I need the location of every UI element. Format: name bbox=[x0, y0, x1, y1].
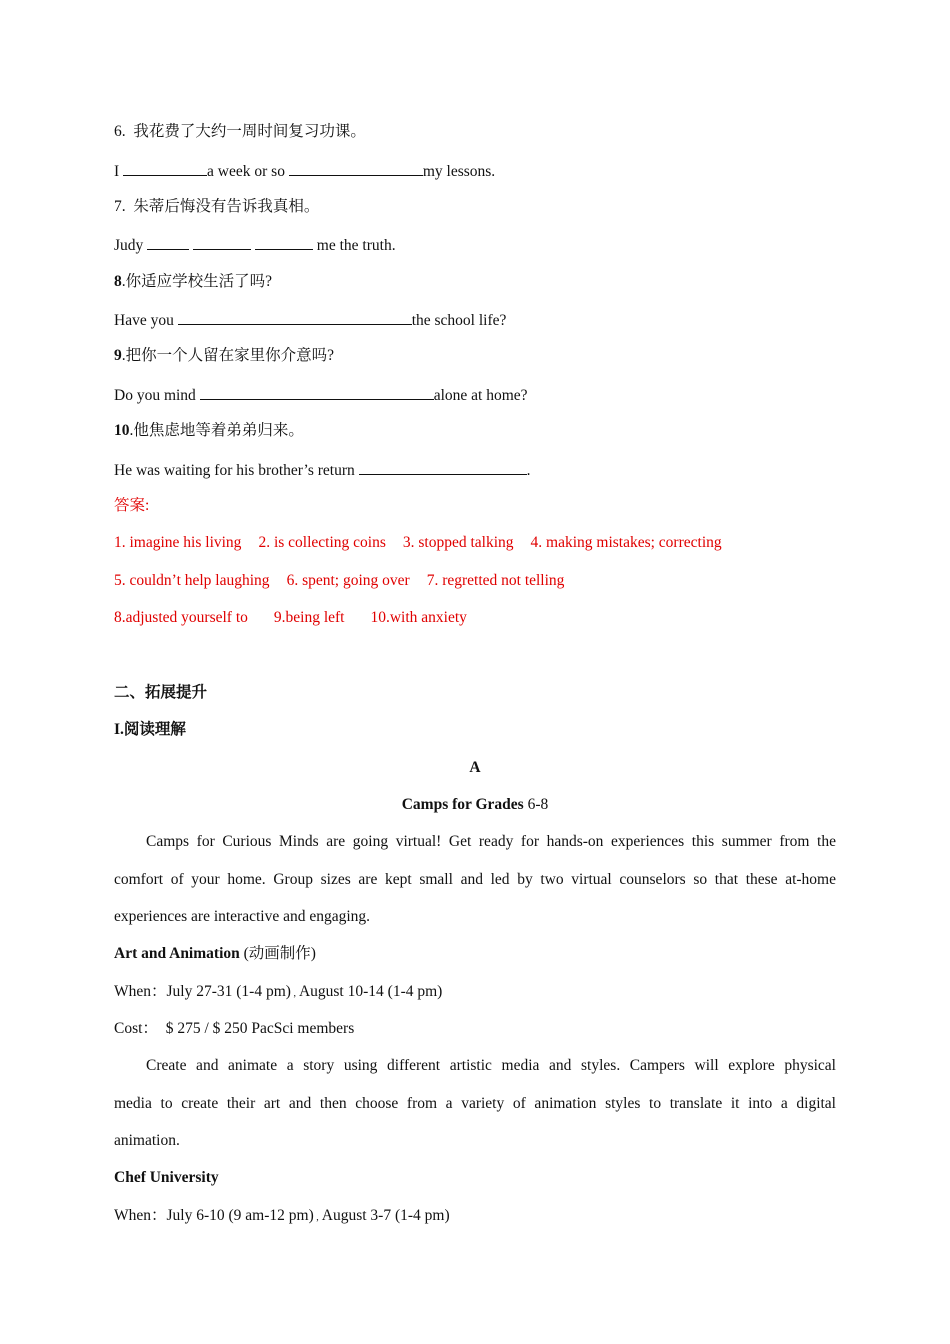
fill-blank[interactable] bbox=[193, 234, 251, 250]
art-cost bbox=[114, 1019, 354, 1039]
question-8 bbox=[114, 272, 272, 292]
art-when bbox=[114, 982, 442, 1004]
question-number: 9 bbox=[114, 347, 122, 364]
fill-blank[interactable] bbox=[200, 384, 434, 400]
answer-line-6 bbox=[114, 160, 495, 182]
question-text: .你适应学校生活了吗? bbox=[121, 273, 273, 290]
text-part: Judy bbox=[114, 237, 148, 254]
text-part: Do you mind bbox=[114, 387, 200, 404]
question-9 bbox=[114, 346, 334, 366]
when-value: July 27-31 (1-4 pm) bbox=[166, 983, 291, 1000]
when-separator: , bbox=[290, 988, 296, 999]
fill-blank[interactable] bbox=[178, 309, 412, 325]
answer-item: 4. making mistakes; correcting bbox=[530, 534, 722, 551]
intro-line-1: Camps for Curious Minds are going virtual! Get ready for hands-on experiences this summer from the bbox=[146, 833, 836, 850]
text-part: the school life? bbox=[411, 312, 507, 329]
question-number: 6. bbox=[114, 123, 126, 140]
when-separator: , bbox=[313, 1212, 319, 1223]
when-label: When： bbox=[114, 1207, 167, 1224]
section-title: 二、拓展提升 bbox=[114, 684, 208, 701]
when-label: When： bbox=[114, 983, 167, 1000]
answer-line-7 bbox=[114, 234, 396, 256]
cost-label: Cost： bbox=[114, 1020, 158, 1037]
chef-heading: Chef University bbox=[114, 1169, 219, 1186]
text-part: . bbox=[526, 462, 531, 479]
passage-title-rest: 6-8 bbox=[523, 796, 549, 813]
text-part: He was waiting for his brother’s return bbox=[114, 462, 359, 479]
text-part: alone at home? bbox=[433, 387, 528, 404]
question-text: .他焦虑地等着弟弟归来。 bbox=[129, 422, 304, 439]
answer-line-9 bbox=[114, 384, 528, 406]
question-number: 8 bbox=[114, 273, 122, 290]
when-value: July 6-10 (9 am-12 pm) bbox=[166, 1207, 314, 1224]
when-value-2: August 3-7 (1-4 pm) bbox=[318, 1207, 450, 1224]
question-text: .把你一个人留在家里你介意吗? bbox=[121, 347, 335, 364]
answer-item: 3. stopped talking bbox=[402, 534, 514, 551]
art-heading-bold: Art and Animation bbox=[114, 945, 240, 962]
question-6 bbox=[114, 122, 366, 142]
question-number: 7. bbox=[114, 198, 126, 215]
when-value-2: August 10-14 (1-4 pm) bbox=[295, 983, 443, 1000]
question-number: 10 bbox=[114, 422, 130, 439]
question-7 bbox=[114, 197, 319, 217]
answer-line-8 bbox=[114, 309, 506, 331]
art-desc-line-2: media to create their art and then choose from a variety of animation styles to translate it into a digital bbox=[114, 1095, 836, 1112]
chef-when bbox=[114, 1206, 450, 1228]
answer-item: 5. couldn’t help laughing bbox=[114, 572, 270, 589]
art-desc-line-3: animation. bbox=[114, 1132, 180, 1149]
fill-blank[interactable] bbox=[289, 160, 423, 176]
cost-value: $ 275 / $ 250 PacSci members bbox=[157, 1020, 355, 1037]
answer-item: 9.being left bbox=[273, 609, 345, 626]
answer-line-10 bbox=[114, 459, 531, 481]
intro-line-3: experiences are interactive and engaging. bbox=[114, 908, 371, 925]
fill-blank[interactable] bbox=[123, 160, 207, 176]
answer-item: 10.with anxiety bbox=[370, 609, 467, 626]
question-10 bbox=[114, 421, 304, 441]
text-part: I bbox=[114, 163, 124, 180]
answer-item: 2. is collecting coins bbox=[258, 534, 386, 551]
text-part: a week or so bbox=[207, 163, 289, 180]
text-part: my lessons. bbox=[422, 163, 496, 180]
intro-line-2: comfort of your home. Group sizes are kept small and led by two virtual counselors so that these at-home bbox=[114, 871, 836, 888]
answer-item: 7. regretted not telling bbox=[426, 572, 565, 589]
passage-title bbox=[0, 795, 950, 815]
art-heading-rest: (动画制作) bbox=[239, 945, 316, 962]
fill-blank[interactable] bbox=[147, 234, 189, 250]
answer-key-row-1 bbox=[114, 533, 722, 553]
answer-item: 1. imagine his living bbox=[114, 534, 242, 551]
passage-letter: A bbox=[469, 759, 481, 776]
answer-item: 6. spent; going over bbox=[286, 572, 410, 589]
fill-blank[interactable] bbox=[359, 459, 527, 475]
answer-item: 8.adjusted yourself to bbox=[114, 609, 248, 626]
text-part: me the truth. bbox=[312, 237, 396, 254]
art-heading bbox=[114, 944, 316, 964]
question-text: 我花费了大约一周时间复习功课。 bbox=[125, 123, 366, 140]
question-text: 朱蒂后悔没有告诉我真相。 bbox=[125, 198, 320, 215]
answer-key-row-2 bbox=[114, 571, 564, 591]
art-desc-line-1: Create and animate a story using different artistic media and styles. Campers will explore physical bbox=[146, 1057, 836, 1074]
answer-key-label: 答案: bbox=[114, 497, 150, 514]
section-subtitle: I.阅读理解 bbox=[114, 721, 186, 738]
answer-key-row-3 bbox=[114, 608, 467, 628]
text-part: Have you bbox=[114, 312, 178, 329]
fill-blank[interactable] bbox=[255, 234, 313, 250]
passage-title-bold: Camps for Grades bbox=[401, 796, 524, 813]
